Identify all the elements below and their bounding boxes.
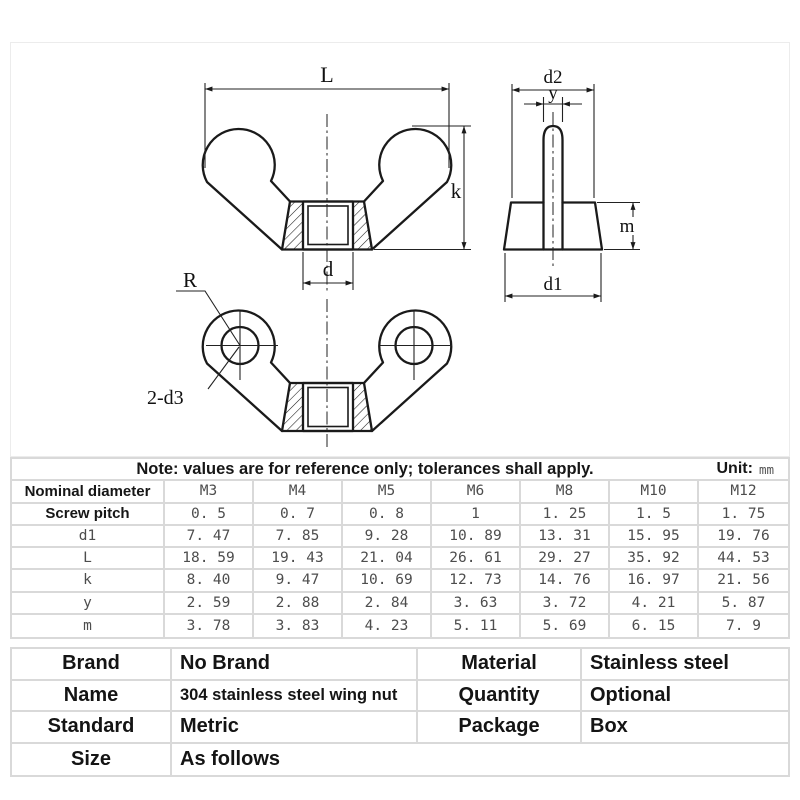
unit (717, 459, 775, 479)
info-value: 304 stainless steel wing nut (172, 681, 418, 713)
dim-cell: 29. 27 (521, 548, 610, 570)
dim-cell: 19. 43 (254, 548, 343, 570)
dim-col-header: M5 (343, 481, 432, 503)
info-value: Stainless steel (582, 649, 788, 681)
dim-cell: 5. 11 (432, 615, 521, 637)
dim-row-label: k (12, 570, 165, 592)
dim-cell: 4. 21 (610, 593, 699, 615)
dim-table-corner-label: Nominal diameter (12, 481, 165, 503)
dim-col-header: M8 (521, 481, 610, 503)
dim-row-label: y (12, 593, 165, 615)
dim-cell: 44. 53 (699, 548, 788, 570)
dim-cell: 7. 9 (726, 617, 761, 634)
dim-cell: 13. 31 (521, 526, 610, 548)
dim-cell: 3. 78 (165, 615, 254, 637)
dim-cell: 1 (432, 504, 521, 526)
dim-cell: 0. 7 (254, 504, 343, 526)
info-label: Standard (12, 712, 172, 744)
dim-cell: 6. 15 (610, 615, 699, 637)
dim-label-R: R (182, 268, 198, 292)
dim-cell: 12. 73 (432, 570, 521, 592)
info-value: No Brand (172, 649, 418, 681)
dim-label-d: d (322, 257, 334, 281)
info-value: Box (582, 712, 788, 744)
dim-label-d2: d2 (543, 67, 563, 88)
front-view (203, 62, 471, 293)
info-table (10, 647, 790, 777)
note-text: Note: values are for reference only; tolerances shall apply. (136, 459, 594, 478)
dim-label-2-d3: 2-d3 (147, 387, 184, 409)
info-label: Quantity (418, 681, 582, 713)
dim-cell: 19. 76 (699, 526, 788, 548)
dim-cell: 5. 69 (521, 615, 610, 637)
dim-cell: 0. 5 (165, 504, 254, 526)
info-label: Material (418, 649, 582, 681)
unit-value: mm (758, 461, 774, 477)
info-value: As follows (180, 747, 281, 770)
dim-cell: 3. 63 (432, 593, 521, 615)
top-view (147, 268, 452, 447)
dim-col-header: M12 (699, 481, 788, 503)
dim-cell: 2. 59 (165, 593, 254, 615)
info-label: Size (12, 744, 172, 776)
dim-cell: 0. 8 (343, 504, 432, 526)
dimension-table (10, 457, 790, 639)
dim-row-label: m (12, 615, 165, 637)
info-label: Name (12, 681, 172, 713)
dim-cell: 2. 84 (343, 593, 432, 615)
dim-cell: 10. 89 (432, 526, 521, 548)
info-label: Package (418, 712, 582, 744)
side-view (504, 67, 640, 302)
dim-cell: 35. 92 (610, 548, 699, 570)
dim-cell: 3. 72 (521, 593, 610, 615)
info-label: Brand (12, 649, 172, 681)
dim-cell: 8. 40 (165, 570, 254, 592)
dim-col-header: M10 (610, 481, 699, 503)
dim-label-d1: d1 (543, 274, 563, 295)
dim-cell: 18. 59 (165, 548, 254, 570)
dim-label-L: L (320, 62, 334, 87)
dim-cell: 9. 47 (254, 570, 343, 592)
dim-cell: 16. 97 (610, 570, 699, 592)
dim-cell: 7. 47 (165, 526, 254, 548)
dim-cell: 1. 25 (521, 504, 610, 526)
dim-cell: 21. 04 (343, 548, 432, 570)
dim-cell: 21. 56 (699, 570, 788, 592)
info-value: Metric (172, 712, 418, 744)
dim-label-y: y (548, 83, 558, 104)
dim-cell: 9. 28 (343, 526, 432, 548)
dim-row-label: d1 (12, 526, 165, 548)
dim-cell: 15. 95 (610, 526, 699, 548)
dim-cell: 4. 23 (343, 615, 432, 637)
note-row (12, 459, 788, 481)
dim-cell: 5. 87 (699, 593, 788, 615)
unit-label: Unit: (716, 460, 753, 478)
dim-label-m: m (619, 216, 635, 237)
dim-row-label: L (12, 548, 165, 570)
dim-cell: 1. 75 (699, 504, 788, 526)
dim-col-header: M4 (254, 481, 343, 503)
dim-cell: 1. 5 (610, 504, 699, 526)
dim-cell: 7. 85 (254, 526, 343, 548)
dim-cell: 26. 61 (432, 548, 521, 570)
dim-cell: 3. 83 (254, 615, 343, 637)
dim-cell: 14. 76 (521, 570, 610, 592)
dim-row-label: Screw pitch (12, 504, 165, 526)
dim-cell: 10. 69 (343, 570, 432, 592)
dim-col-header: M3 (165, 481, 254, 503)
dim-cell: 2. 88 (254, 593, 343, 615)
dim-label-k: k (450, 179, 462, 203)
dim-col-header: M6 (432, 481, 521, 503)
info-value: Optional (582, 681, 788, 713)
